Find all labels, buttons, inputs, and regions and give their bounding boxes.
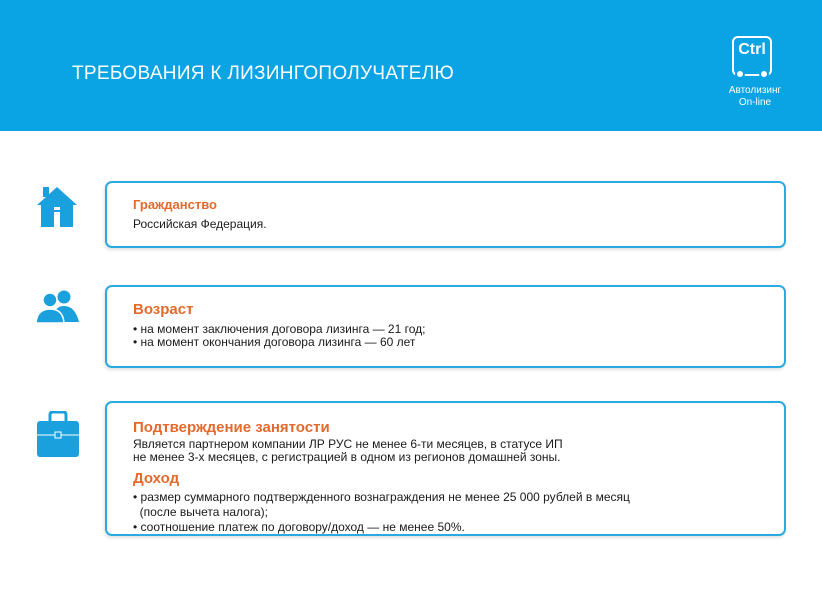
income-line-2: (после вычета налога); xyxy=(133,505,268,519)
logo-line2: On-line xyxy=(738,97,772,108)
logo-badge-text: Ctrl xyxy=(738,41,766,58)
citizenship-line: Российская Федерация. xyxy=(133,217,267,231)
page-title: ТРЕБОВАНИЯ К ЛИЗИНГОПОЛУЧАТЕЛЮ xyxy=(72,63,454,84)
income-line-1: • размер суммарного подтвержденного вознаграждения не менее 25 000 рублей в месяц xyxy=(133,490,630,504)
header-banner xyxy=(0,0,822,131)
logo-wheel-left-icon xyxy=(735,69,745,79)
age-heading: Возраст xyxy=(133,301,194,318)
people-icon xyxy=(35,290,81,324)
citizenship-card xyxy=(105,181,786,248)
income-heading: Доход xyxy=(133,470,180,487)
income-line-3: • соотношение платеж по договору/доход — не менее 50%. xyxy=(133,520,465,534)
logo-wheel-right-icon xyxy=(759,69,769,79)
citizenship-heading: Гражданство xyxy=(133,197,217,212)
employment-line-1: Является партнером компании ЛР РУС не менее 6-ти месяцев, в статусе ИП xyxy=(133,437,563,451)
employment-line-2: не менее 3-х месяцев, с регистрацией в одном из регионов домашней зоны. xyxy=(133,450,561,464)
age-line-1: • на момент заключения договора лизинга — 21 год; xyxy=(133,322,426,336)
age-card xyxy=(105,285,786,368)
employment-card xyxy=(105,401,786,536)
employment-heading: Подтверждение занятости xyxy=(133,419,330,436)
logo-line1: Автолизинг xyxy=(728,85,782,96)
briefcase-icon xyxy=(36,411,80,459)
age-line-2: • на момент окончания договора лизинга — 60 лет xyxy=(133,335,416,349)
logo xyxy=(715,34,795,114)
house-icon xyxy=(35,185,79,229)
